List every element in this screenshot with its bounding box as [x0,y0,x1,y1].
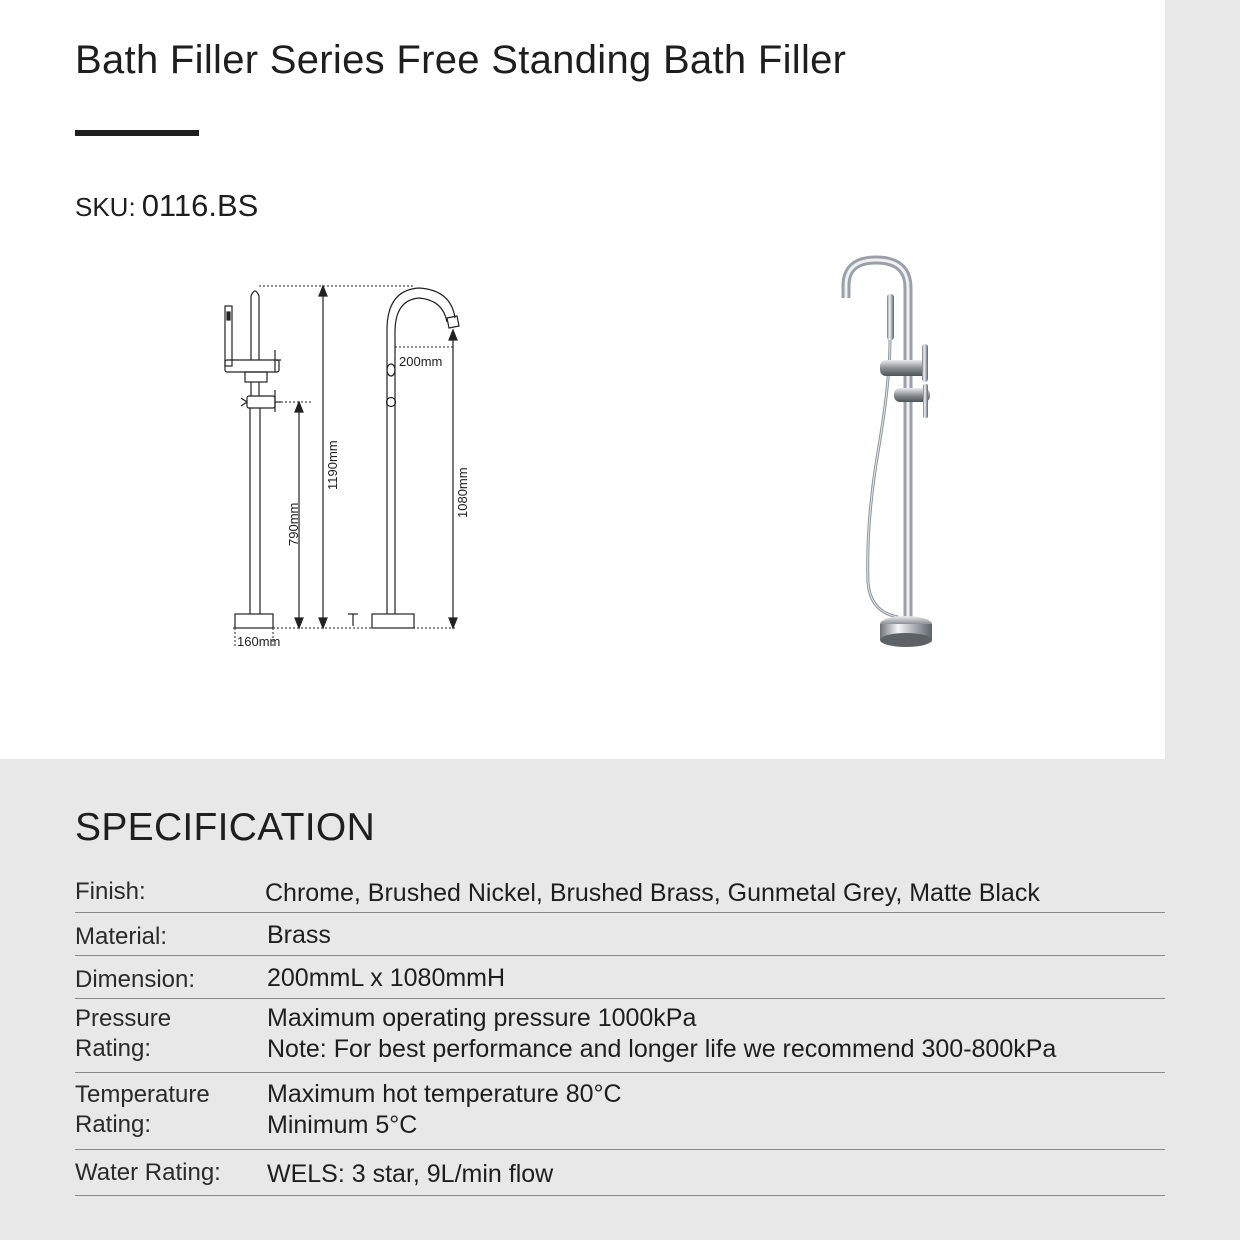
spec-value: Maximum operating pressure 1000kPa [267,1004,697,1032]
spec-value: Note: For best performance and longer life we recommend 300-800kPa [267,1035,1057,1063]
spec-value: WELS: 3 star, 9L/min flow [267,1160,554,1188]
spec-row-dimension [75,956,1165,999]
dim-base-label: 160mm [237,634,281,649]
spec-label: Water Rating: [75,1159,221,1186]
spec-value: Brass [267,921,331,949]
spec-label [75,1080,210,1140]
spec-label-line: Pressure [75,1005,172,1032]
spec-row-pressure [75,999,1165,1073]
page-title: Bath Filler Series Free Standing Bath Filler [75,38,847,82]
spec-label-line: Rating: [75,1035,152,1062]
spec-row-material [75,913,1165,956]
spec-label: Finish: [75,878,146,905]
specification-table [75,870,1165,1196]
spec-value: Maximum hot temperature 80°C [267,1080,622,1108]
side-base [235,614,273,628]
sku-label: SKU: [75,192,136,222]
sku-value: 0116.BS [141,188,259,223]
technical-drawing [215,278,475,658]
front-base [372,614,414,628]
lower-valve-body [247,396,275,408]
spec-label: Dimension: [75,966,196,993]
spec-row-water-rating [75,1150,1165,1196]
spec-value: Minimum 5°C [267,1111,418,1139]
spec-label-line: Rating: [75,1111,152,1138]
dim-overall-height-label: 1190mm [325,440,340,490]
spec-row-finish [75,870,1165,913]
dim-reach-label: 200mm [399,354,443,369]
dim-spout-height-label: 1080mm [455,467,470,518]
spec-row-temperature [75,1073,1165,1150]
specification-title: SPECIFICATION [75,806,376,849]
spec-value: Chrome, Brushed Nickel, Brushed Brass, Gunmetal Grey, Matte Black [265,879,1040,907]
product-photo [828,252,948,657]
spec-label-line: Temperature [75,1081,210,1108]
side-pipe-top [251,291,259,360]
spec-label [75,1004,171,1064]
spec-label: Material: [75,923,168,950]
spec-value: 200mmL x 1080mmH [267,964,506,992]
title-underline [75,130,199,136]
upper-valve-body [225,360,279,372]
dim-lever-height-label: 790mm [286,502,301,546]
sku-line [75,188,258,224]
